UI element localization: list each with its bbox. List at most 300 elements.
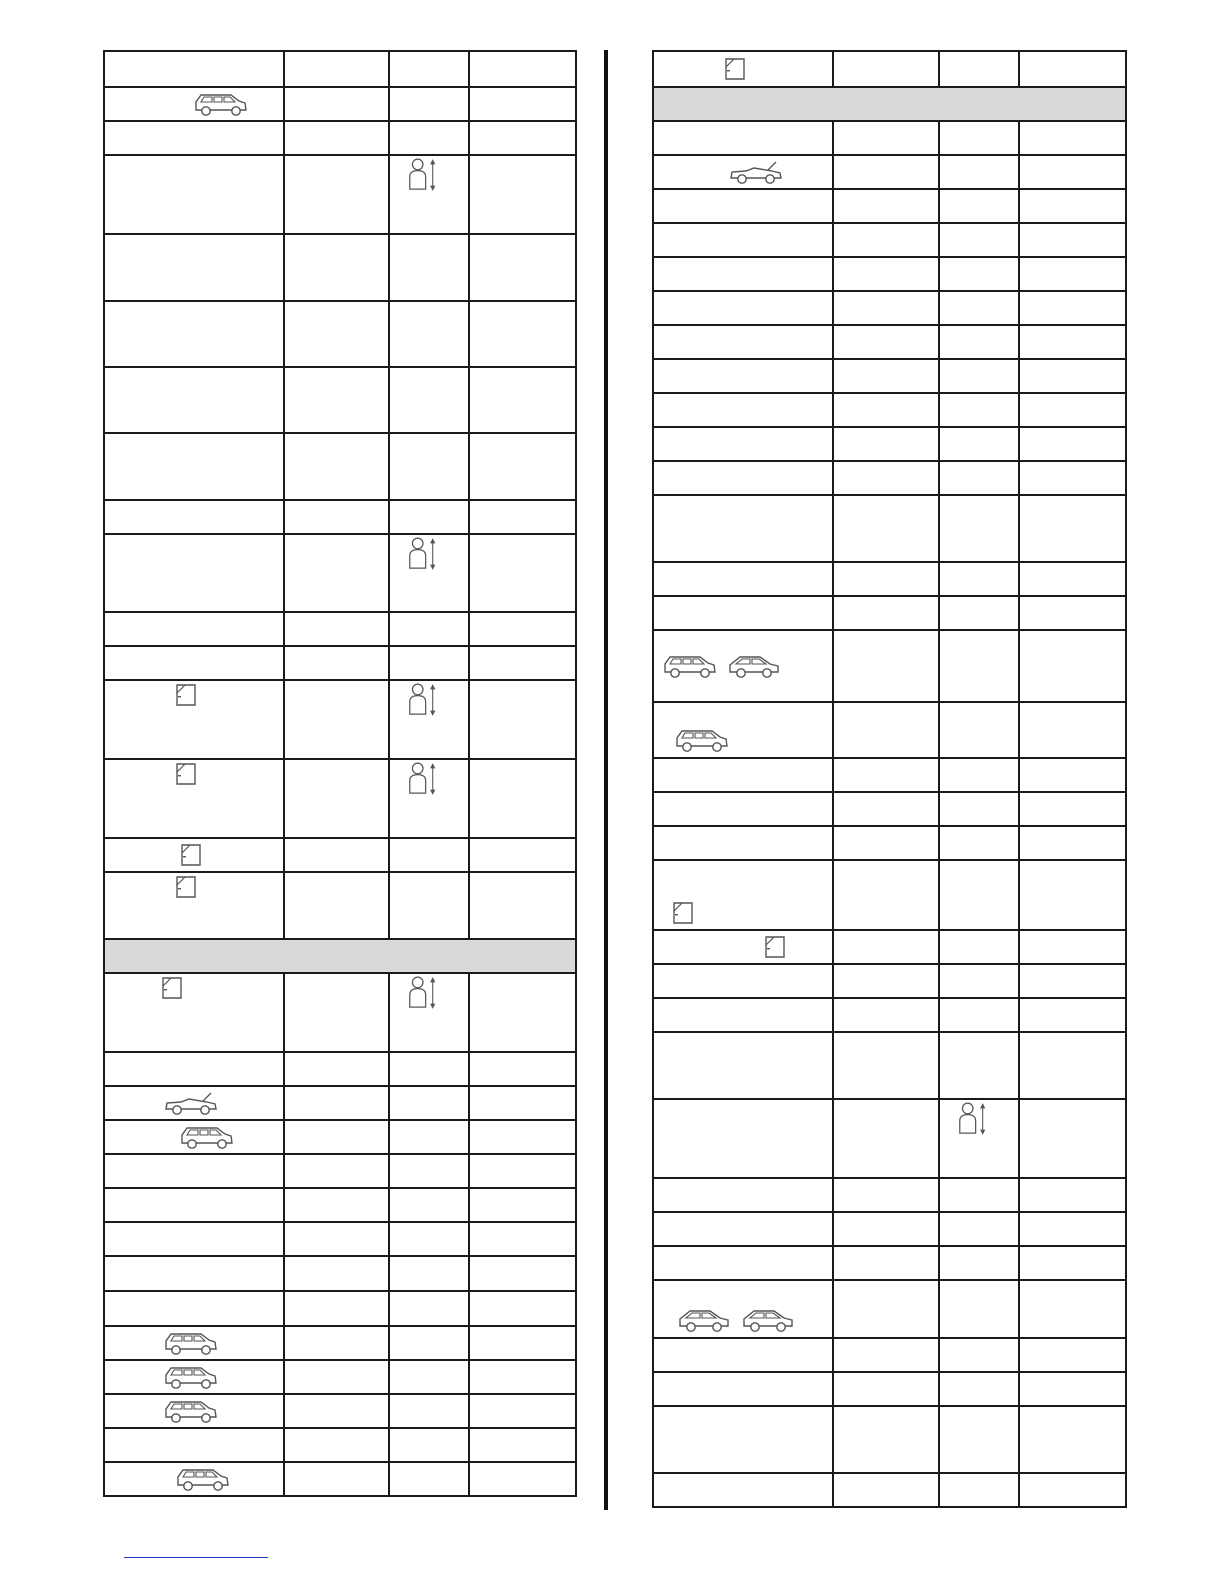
table-cell <box>833 1212 939 1246</box>
door-icon <box>175 683 197 707</box>
table-cell <box>284 680 389 759</box>
table-cell <box>939 189 1019 223</box>
table-row <box>104 872 576 939</box>
table-cell <box>469 301 576 367</box>
table-cell <box>284 1052 389 1086</box>
table-row <box>653 495 1126 562</box>
station-wagon-icon <box>163 1364 219 1390</box>
vehicle-icon-group <box>175 681 283 707</box>
table-cell <box>1019 1099 1126 1178</box>
table-cell <box>104 838 284 872</box>
table-cell <box>939 1032 1019 1099</box>
table-row <box>104 1326 576 1360</box>
table-row <box>104 1052 576 1086</box>
vehicle-icon-group <box>662 653 782 679</box>
table-row <box>104 301 576 367</box>
table-cell <box>653 325 833 359</box>
door-icon <box>180 843 202 867</box>
vehicle-icon-group <box>175 873 283 899</box>
table-cell <box>833 930 939 964</box>
table-cell <box>469 1326 576 1360</box>
table-cell <box>389 1086 469 1120</box>
door-icon <box>161 976 183 1000</box>
table-cell <box>469 646 576 680</box>
table-cell <box>389 500 469 534</box>
table-cell <box>389 367 469 433</box>
table-cell <box>1019 257 1126 291</box>
table-cell <box>284 51 389 87</box>
table-row <box>653 155 1126 189</box>
table-cell <box>939 223 1019 257</box>
table-cell <box>389 1326 469 1360</box>
table-cell <box>104 1360 284 1394</box>
table-cell <box>104 1222 284 1256</box>
table-cell <box>833 325 939 359</box>
right-spec-table <box>652 50 1127 1508</box>
table-cell <box>284 1120 389 1154</box>
table-row <box>104 1188 576 1222</box>
vehicle-icon-group <box>728 159 784 185</box>
table-cell <box>833 998 939 1032</box>
table-cell <box>833 1372 939 1406</box>
table-cell <box>284 612 389 646</box>
table-cell <box>389 1052 469 1086</box>
table-cell <box>939 495 1019 562</box>
table-cell <box>389 433 469 500</box>
table-cell <box>653 964 833 998</box>
table-cell <box>104 612 284 646</box>
table-cell <box>939 964 1019 998</box>
table-cell <box>1019 1246 1126 1280</box>
table-cell <box>833 792 939 826</box>
table-cell <box>469 1462 576 1496</box>
table-cell <box>469 973 576 1052</box>
table-cell <box>653 1372 833 1406</box>
table-cell <box>284 1256 389 1291</box>
table-cell <box>104 500 284 534</box>
table-cell <box>939 630 1019 702</box>
table-cell <box>833 1178 939 1212</box>
table-cell <box>939 860 1019 930</box>
table-cell <box>284 301 389 367</box>
table-cell <box>833 964 939 998</box>
table-cell <box>1019 1032 1126 1099</box>
table-row <box>104 500 576 534</box>
table-row <box>104 433 576 500</box>
table-cell <box>833 562 939 596</box>
table-cell <box>389 612 469 646</box>
station-wagon-icon <box>674 727 730 753</box>
table-cell <box>104 973 284 1052</box>
table-row <box>104 1462 576 1496</box>
table-row <box>104 534 576 612</box>
table-cell <box>653 702 833 758</box>
table-cell <box>833 1032 939 1099</box>
table-cell <box>939 121 1019 155</box>
table-cell <box>833 1473 939 1507</box>
table-cell <box>469 1222 576 1256</box>
table-cell <box>939 930 1019 964</box>
table-cell <box>939 1338 1019 1372</box>
door-icon <box>175 762 197 786</box>
table-row <box>653 1212 1126 1246</box>
vehicle-icon-group <box>672 901 694 925</box>
table-cell <box>284 534 389 612</box>
table-cell <box>1019 792 1126 826</box>
table-cell <box>653 630 833 702</box>
table-cell <box>284 973 389 1052</box>
table-cell <box>1019 359 1126 393</box>
table-cell <box>1019 964 1126 998</box>
table-cell <box>1019 826 1126 860</box>
table-cell <box>104 87 284 121</box>
vehicle-icon-group <box>175 1466 231 1492</box>
vehicle-icon-group <box>674 727 730 753</box>
hatchback-icon <box>676 1307 732 1333</box>
table-cell <box>1019 291 1126 325</box>
station-wagon-icon <box>179 1124 235 1150</box>
table-cell <box>469 872 576 939</box>
table-cell <box>389 234 469 301</box>
table-cell <box>653 1178 833 1212</box>
table-cell <box>939 1280 1019 1338</box>
table-cell <box>653 189 833 223</box>
table-cell <box>389 1120 469 1154</box>
table-cell <box>389 1188 469 1222</box>
table-cell <box>389 155 469 234</box>
section-header-cell <box>104 939 576 973</box>
table-cell <box>939 427 1019 461</box>
hatchback-icon <box>740 1307 796 1333</box>
table-cell <box>1019 1473 1126 1507</box>
table-cell <box>104 1462 284 1496</box>
vehicle-icon-group <box>193 91 249 117</box>
table-row <box>653 1178 1126 1212</box>
table-cell <box>104 367 284 433</box>
table-cell <box>104 1086 284 1120</box>
door-icon <box>175 875 197 899</box>
table-row <box>104 1428 576 1462</box>
table-cell <box>1019 1280 1126 1338</box>
table-cell <box>939 393 1019 427</box>
right-table-wrap <box>652 50 1127 1508</box>
table-cell <box>389 301 469 367</box>
table-cell <box>653 461 833 495</box>
table-cell <box>653 758 833 792</box>
table-cell <box>284 838 389 872</box>
table-cell <box>939 1178 1019 1212</box>
table-cell <box>1019 630 1126 702</box>
station-wagon-icon <box>163 1398 219 1424</box>
table-cell <box>389 51 469 87</box>
table-row <box>104 1154 576 1188</box>
hatchback-icon <box>726 653 782 679</box>
table-row <box>104 1360 576 1394</box>
table-cell <box>284 1326 389 1360</box>
table-cell <box>469 234 576 301</box>
table-cell <box>833 495 939 562</box>
vehicle-icon-group <box>163 1364 219 1390</box>
table-cell <box>653 1099 833 1178</box>
table-cell <box>1019 1372 1126 1406</box>
table-cell <box>939 596 1019 630</box>
station-wagon-icon <box>662 653 718 679</box>
table-cell <box>469 121 576 155</box>
table-row <box>653 223 1126 257</box>
table-cell <box>653 393 833 427</box>
seat-adjust-icon <box>408 157 438 193</box>
table-row <box>104 234 576 301</box>
seat-adjust-icon <box>408 536 438 572</box>
table-cell <box>833 51 939 87</box>
table-cell <box>469 433 576 500</box>
table-cell <box>1019 562 1126 596</box>
vehicle-icon-group <box>163 1330 219 1356</box>
table-cell <box>833 393 939 427</box>
table-cell <box>1019 495 1126 562</box>
table-cell <box>389 680 469 759</box>
table-cell <box>284 1154 389 1188</box>
table-cell <box>653 495 833 562</box>
table-cell <box>653 257 833 291</box>
station-wagon-icon <box>163 1330 219 1356</box>
table-cell <box>833 223 939 257</box>
seat-adjust-icon <box>958 1101 988 1137</box>
table-cell <box>833 427 939 461</box>
table-cell <box>939 826 1019 860</box>
table-cell <box>1019 758 1126 792</box>
vehicle-icon-group <box>179 1124 235 1150</box>
table-row <box>104 1291 576 1326</box>
table-cell <box>284 234 389 301</box>
table-cell <box>833 1406 939 1473</box>
table-row <box>653 325 1126 359</box>
table-cell <box>389 87 469 121</box>
table-row <box>653 359 1126 393</box>
table-cell <box>389 534 469 612</box>
table-cell <box>939 1372 1019 1406</box>
table-cell <box>469 612 576 646</box>
table-row <box>653 1280 1126 1338</box>
table-cell <box>1019 930 1126 964</box>
table-cell <box>469 1428 576 1462</box>
table-cell <box>833 1338 939 1372</box>
left-table-wrap <box>103 50 577 1497</box>
table-cell <box>284 1360 389 1394</box>
table-row <box>653 427 1126 461</box>
table-cell <box>389 121 469 155</box>
table-cell <box>284 1222 389 1256</box>
table-cell <box>939 291 1019 325</box>
table-cell <box>469 87 576 121</box>
table-cell <box>104 1052 284 1086</box>
table-cell <box>284 1428 389 1462</box>
table-row <box>653 393 1126 427</box>
convertible-icon <box>728 159 784 185</box>
table-cell <box>469 1188 576 1222</box>
table-row <box>653 826 1126 860</box>
table-cell <box>1019 393 1126 427</box>
table-cell <box>653 155 833 189</box>
table-cell <box>104 433 284 500</box>
table-row <box>653 860 1126 930</box>
table-cell <box>469 534 576 612</box>
table-cell <box>939 461 1019 495</box>
table-cell <box>653 826 833 860</box>
door-icon <box>672 901 694 925</box>
table-cell <box>939 359 1019 393</box>
table-row <box>653 1473 1126 1507</box>
table-cell <box>833 461 939 495</box>
table-cell <box>939 702 1019 758</box>
table-cell <box>469 1052 576 1086</box>
table-cell <box>833 702 939 758</box>
table-cell <box>833 121 939 155</box>
footer-link-underline <box>124 1557 268 1558</box>
table-cell <box>284 759 389 838</box>
seat-adjust-icon <box>408 975 438 1011</box>
table-cell <box>833 155 939 189</box>
convertible-icon <box>163 1090 219 1116</box>
table-cell <box>1019 1212 1126 1246</box>
table-cell <box>104 1154 284 1188</box>
table-cell <box>653 998 833 1032</box>
table-cell <box>284 1462 389 1496</box>
table-row <box>653 630 1126 702</box>
table-cell <box>833 1246 939 1280</box>
table-cell <box>104 759 284 838</box>
table-cell <box>104 155 284 234</box>
table-cell <box>104 1394 284 1428</box>
table-row <box>653 1338 1126 1372</box>
table-cell <box>284 872 389 939</box>
table-cell <box>104 1428 284 1462</box>
table-cell <box>939 51 1019 87</box>
table-cell <box>653 1406 833 1473</box>
table-cell <box>653 930 833 964</box>
table-cell <box>104 534 284 612</box>
table-row <box>653 1032 1126 1099</box>
vehicle-icon-group <box>676 1307 796 1333</box>
table-cell <box>653 1032 833 1099</box>
table-cell <box>1019 1178 1126 1212</box>
table-row <box>104 838 576 872</box>
table-cell <box>833 291 939 325</box>
table-row <box>104 87 576 121</box>
table-cell <box>389 838 469 872</box>
table-cell <box>939 758 1019 792</box>
table-cell <box>653 427 833 461</box>
table-row <box>653 1246 1126 1280</box>
table-row <box>653 930 1126 964</box>
table-cell <box>939 1099 1019 1178</box>
table-cell <box>104 234 284 301</box>
table-cell <box>284 121 389 155</box>
table-cell <box>284 500 389 534</box>
table-cell <box>104 121 284 155</box>
table-cell <box>469 1086 576 1120</box>
table-cell <box>833 1099 939 1178</box>
table-row <box>104 1256 576 1291</box>
table-cell <box>939 792 1019 826</box>
table-row <box>104 155 576 234</box>
table-cell <box>1019 860 1126 930</box>
table-cell <box>284 1291 389 1326</box>
table-cell <box>104 1326 284 1360</box>
table-cell <box>469 500 576 534</box>
table-row <box>653 562 1126 596</box>
table-cell <box>653 792 833 826</box>
table-row <box>104 1120 576 1154</box>
table-cell <box>104 1188 284 1222</box>
table-cell <box>1019 596 1126 630</box>
table-cell <box>469 1154 576 1188</box>
table-cell <box>284 1188 389 1222</box>
table-cell <box>1019 223 1126 257</box>
table-cell <box>1019 461 1126 495</box>
vehicle-icon-group <box>764 935 786 959</box>
table-cell <box>653 121 833 155</box>
table-cell <box>1019 121 1126 155</box>
vehicle-icon-group <box>163 1398 219 1424</box>
table-cell <box>939 1246 1019 1280</box>
table-cell <box>389 973 469 1052</box>
table-row <box>104 121 576 155</box>
table-row <box>653 702 1126 758</box>
table-cell <box>939 1212 1019 1246</box>
seat-adjust-icon <box>408 761 438 797</box>
table-cell <box>469 1291 576 1326</box>
table-cell <box>653 223 833 257</box>
table-row <box>653 758 1126 792</box>
table-cell <box>1019 51 1126 87</box>
station-wagon-icon <box>193 91 249 117</box>
table-cell <box>389 759 469 838</box>
table-row <box>104 1086 576 1120</box>
table-cell <box>469 680 576 759</box>
section-header-row <box>653 87 1126 121</box>
table-cell <box>1019 1406 1126 1473</box>
table-row <box>104 367 576 433</box>
table-cell <box>939 325 1019 359</box>
table-cell <box>1019 1338 1126 1372</box>
table-row <box>653 461 1126 495</box>
table-cell <box>653 1246 833 1280</box>
table-row <box>104 1222 576 1256</box>
table-cell <box>653 562 833 596</box>
table-cell <box>469 759 576 838</box>
table-row <box>653 1406 1126 1473</box>
table-cell <box>939 155 1019 189</box>
door-icon <box>724 57 746 81</box>
table-cell <box>104 1291 284 1326</box>
table-cell <box>653 860 833 930</box>
table-cell <box>389 646 469 680</box>
table-cell <box>833 189 939 223</box>
table-cell <box>104 51 284 87</box>
table-row <box>104 1394 576 1428</box>
vehicle-icon-group <box>724 57 746 81</box>
table-cell <box>1019 998 1126 1032</box>
table-cell <box>1019 325 1126 359</box>
table-cell <box>389 1222 469 1256</box>
table-row <box>104 51 576 87</box>
table-row <box>653 1099 1126 1178</box>
table-row <box>653 1372 1126 1406</box>
table-cell <box>469 1120 576 1154</box>
station-wagon-icon <box>175 1466 231 1492</box>
table-cell <box>469 155 576 234</box>
